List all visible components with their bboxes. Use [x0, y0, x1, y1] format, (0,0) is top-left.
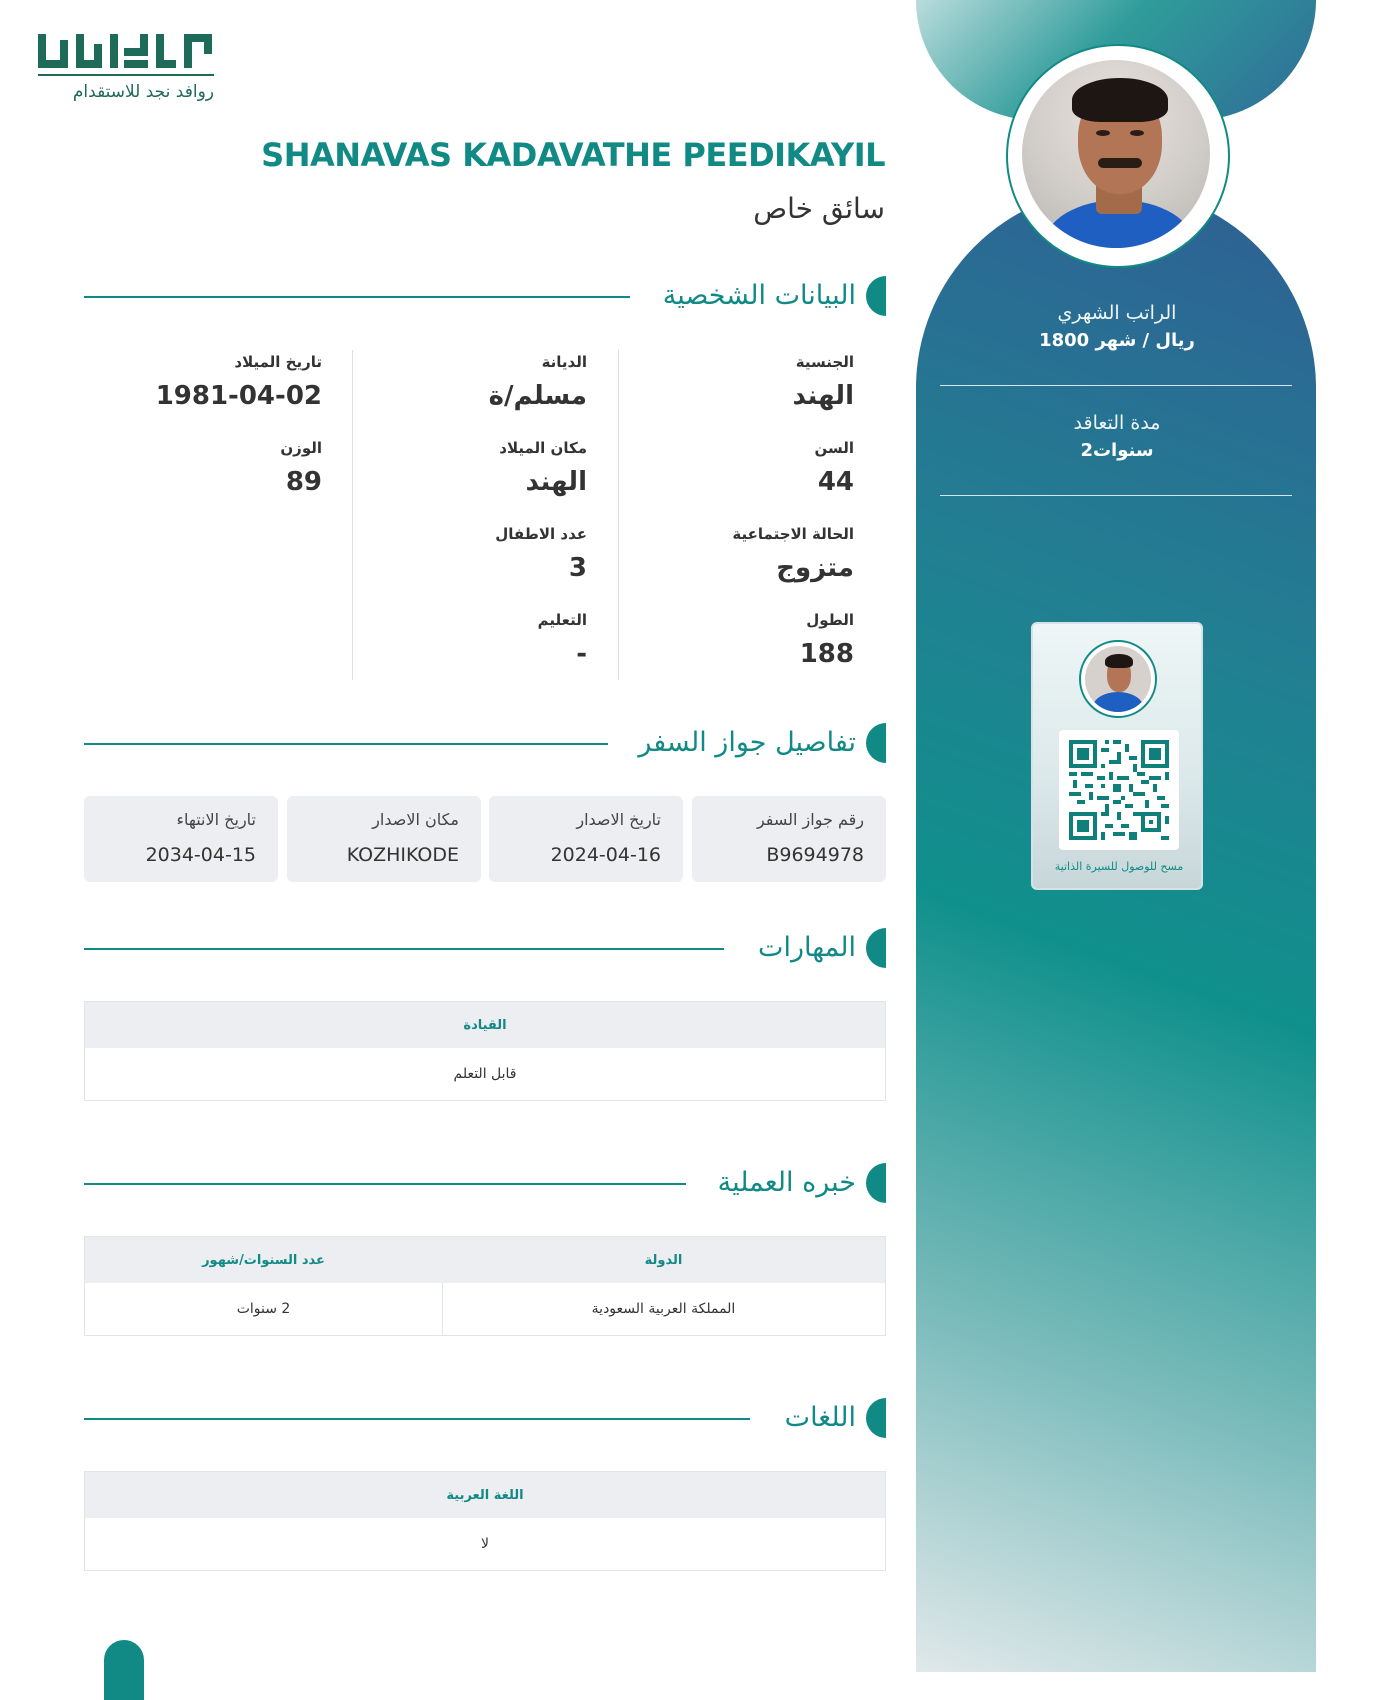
section-title: البيانات الشخصية [662, 280, 856, 311]
table-header [85, 1472, 885, 1518]
expiry-date-card [84, 796, 278, 882]
contract-field [940, 412, 1294, 461]
issue-place-card [287, 796, 481, 882]
education-value: - [576, 639, 587, 669]
section-line [84, 743, 608, 745]
dob-value: 1981-04-02 [155, 381, 322, 411]
contract-label: مدة التعاقد [1073, 412, 1161, 434]
years-header: عدد السنوات/شهور [202, 1252, 325, 1268]
language-value: لا [481, 1536, 489, 1552]
section-passport [84, 723, 886, 763]
section-tab [866, 1163, 886, 1203]
passport-number-card [692, 796, 886, 882]
age-label: السن [814, 439, 854, 457]
qr-code-icon [1069, 740, 1169, 840]
skills-value: قابل التعلم [453, 1066, 517, 1082]
issue-date-value: 2024-04-16 [550, 844, 661, 866]
sidebar-divider [940, 385, 1292, 386]
section-line [84, 296, 630, 298]
table-header [85, 1002, 885, 1048]
company-name: روافد نجد للاستقدام [72, 82, 214, 102]
section-title: خبره العملية [717, 1167, 856, 1198]
skills-table [84, 1001, 886, 1101]
nationality-value: الهند [792, 381, 854, 411]
qr-card [1031, 622, 1203, 890]
height-value: 188 [799, 639, 854, 669]
dob-label: تاريخ الميلاد [234, 353, 322, 371]
personal-column-2 [347, 350, 587, 690]
table-header [85, 1237, 885, 1283]
children-value: 3 [568, 553, 587, 583]
candidate-name: SHANAVAS KADAVATHE PEEDIKAYIL [261, 136, 885, 174]
issue-place-value: KOZHIKODE [346, 844, 459, 866]
country-header: الدولة [644, 1252, 683, 1268]
height-label: الطول [806, 611, 854, 629]
section-line [84, 948, 724, 950]
birthplace-value: الهند [525, 467, 587, 497]
section-tab [866, 276, 886, 316]
children-label: عدد الاطفال [495, 525, 587, 543]
age-value: 44 [817, 467, 854, 497]
years-cell: 2 سنوات [236, 1301, 291, 1317]
passport-number-value: B9694978 [766, 844, 864, 866]
section-title: تفاصيل جواز السفر [638, 727, 856, 758]
qr-avatar [1079, 640, 1157, 718]
table-row [85, 1518, 885, 1570]
contract-value: 2سنوات [1080, 440, 1154, 461]
issue-date-label: تاريخ الاصدار [576, 810, 661, 829]
qr-code[interactable] [1059, 730, 1179, 850]
section-line [84, 1418, 750, 1420]
weight-value: 89 [285, 467, 322, 497]
decorative-pill [104, 1640, 144, 1700]
section-title: اللغات [784, 1402, 856, 1433]
profile-photo [1018, 56, 1214, 252]
nationality-label: الجنسية [795, 353, 854, 371]
section-tab [866, 723, 886, 763]
candidate-role: سائق خاص [753, 192, 885, 225]
sidebar-panel [916, 188, 1316, 1672]
section-tab [866, 928, 886, 968]
section-experience [84, 1163, 886, 1203]
salary-value: 1800 ريال / شهر [1039, 330, 1195, 351]
marital-value: متزوج [776, 553, 854, 583]
personal-column-1 [614, 350, 854, 690]
issue-place-label: مكان الاصدار [372, 810, 459, 829]
country-cell: المملكة العربية السعودية [591, 1301, 736, 1317]
section-tab [866, 1398, 886, 1438]
language-header: اللغة العربية [446, 1487, 524, 1503]
sidebar-divider [940, 495, 1292, 496]
weight-label: الوزن [280, 439, 322, 457]
logo-mark-icon [38, 30, 214, 80]
qr-caption: مسح للوصول للسيرة الذاتية [1054, 860, 1184, 873]
marital-label: الحالة الاجتماعية [732, 525, 854, 543]
languages-table [84, 1471, 886, 1571]
section-personal [84, 276, 886, 316]
section-line [84, 1183, 686, 1185]
expiry-date-label: تاريخ الانتهاء [176, 810, 256, 829]
section-title: المهارات [758, 932, 856, 963]
religion-value: مسلم/ة [488, 381, 587, 411]
passport-number-label: رقم جواز السفر [756, 810, 864, 829]
religion-label: الديانة [541, 353, 587, 371]
education-label: التعليم [537, 611, 587, 629]
birthplace-label: مكان الميلاد [499, 439, 587, 457]
company-logo [38, 30, 214, 104]
issue-date-card [489, 796, 683, 882]
skills-header: القيادة [463, 1017, 507, 1033]
salary-label: الراتب الشهري [1057, 302, 1177, 324]
table-row [85, 1283, 885, 1335]
table-row [85, 1048, 885, 1100]
experience-table [84, 1236, 886, 1336]
section-skills [84, 928, 886, 968]
section-languages [84, 1398, 886, 1438]
salary-field [940, 302, 1294, 351]
expiry-date-value: 2034-04-15 [145, 844, 256, 866]
personal-column-3 [82, 350, 322, 550]
